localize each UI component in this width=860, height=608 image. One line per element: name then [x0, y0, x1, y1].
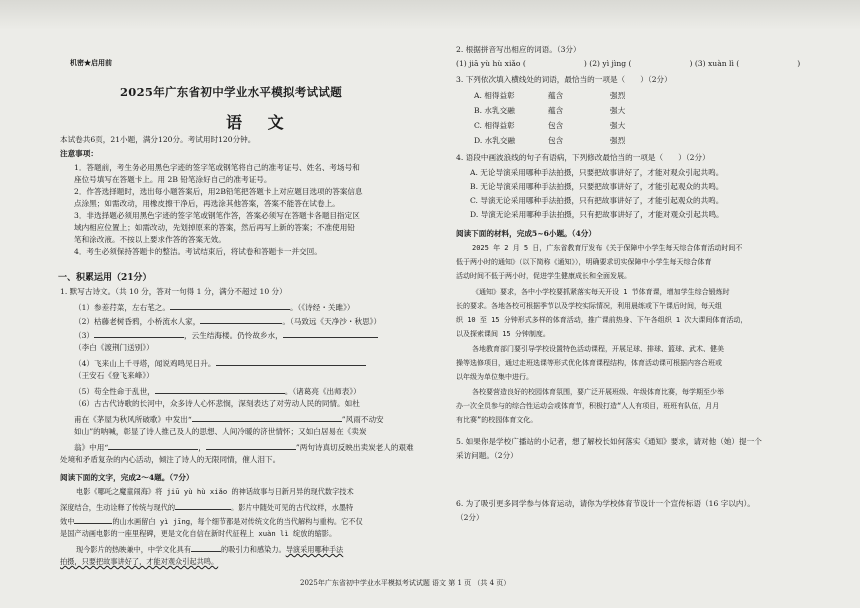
- question-5: 5. 如果你是学校广播站的小记者，想了解校长如何落实《通知》要求，请对他（她）提一个: [456, 437, 762, 446]
- reading2-label: 阅读下面的材料，完成5~6小题。（4分）: [456, 229, 596, 238]
- reading2-line: 低于两小时的通知》（以下简称《通知》），明确要求切实保障中小学生每天综合体育: [456, 258, 712, 266]
- secret-label: 机密★启用前: [70, 58, 112, 67]
- reading-text: 。影片中随处可见的古代纹样，水墨特: [231, 503, 354, 512]
- poem-source-line: （李白《渡荆门送别》）: [74, 343, 154, 352]
- question-6-score: （2分）: [456, 513, 484, 522]
- answer-blank[interactable]: [191, 542, 221, 552]
- q6-text: ”两句诗真切反映出卖炭老人的艰难: [295, 443, 414, 452]
- answer-blank[interactable]: [170, 300, 290, 310]
- poem-line-2: [74, 314, 381, 327]
- subject-title: 语 文: [226, 113, 294, 132]
- notice-label: 注意事项：: [60, 149, 98, 158]
- note-line: 笔和涂改液。不按以上要求作答的答案无效。: [74, 235, 226, 244]
- note-line: 1．答题前，考生务必用黑色字迹的签字笔或钢笔将自己的准考证号、姓名、考场号和: [74, 163, 360, 172]
- q2-item: ) (3) xuàn lì (: [689, 59, 740, 68]
- q3-option-word: 包含: [548, 121, 564, 130]
- q3-option-word: 强烈: [610, 91, 626, 100]
- reading2-line: 各地教育部门要引导学校设置特色活动课程，开展足球、排球、篮球、武术、健美: [472, 345, 724, 353]
- question-3: 3. 下列依次填入横线处的词语，最恰当的一项是（ ）（2分）: [456, 75, 672, 84]
- poem-source: 。（《诗经・关雎》）: [289, 303, 355, 312]
- reading1-line: [76, 542, 343, 555]
- answer-blank[interactable]: [155, 384, 285, 394]
- poem-line-4: [74, 356, 366, 369]
- poem-line-5: [74, 384, 361, 397]
- reading1-line: [60, 514, 363, 527]
- answer-blank[interactable]: [74, 514, 112, 524]
- answer-blank[interactable]: [283, 328, 378, 338]
- q6-text: 翁》中用“: [74, 443, 109, 452]
- question-5-score: 采访问题。（2分）: [456, 451, 518, 460]
- reading2-line: 2025 年 2 月 5 日，广东省教育厅发布《关于保障中小学生每天综合体育活动时间不: [472, 244, 743, 252]
- poem-text: ，云生结海楼。仍怜故乡水，: [184, 331, 283, 340]
- option-key: B. 水乳交融: [474, 106, 515, 115]
- q6-line: 处境和矛盾复杂的内心活动，倾注了诗人的无限同情，催人泪下。: [60, 455, 281, 464]
- poem-text: （4）飞来山上千寻塔，闻说鸡鸣见日升。: [74, 359, 216, 368]
- poem-line-1: [74, 300, 355, 313]
- reading2-line: 以及探索课间 15 分钟制度。: [456, 330, 550, 338]
- wavy-sentence: 导演采用哪种手法: [285, 545, 344, 554]
- q6-line: 翁》中用“ ， ”两句诗真切反映出卖炭老人的艰难: [74, 440, 414, 453]
- note-line: 4．考生必须保持答题卡的整洁。考试结束后，将试卷和答题卡一并交回。: [74, 247, 322, 256]
- reading-text: 现今影片的热映兼中，中学文化具有: [76, 545, 192, 554]
- note-line: 点涂黑；如需改动，用橡皮擦干净后，再选涂其他答案，答案不能答在试卷上。: [74, 199, 340, 208]
- poem-text: （5）苟全性命于乱世，: [74, 387, 155, 396]
- reading-text: 的山水画留白 yì jīng，每个细节都是对传统文化的当代解构与重构。它不仅: [112, 517, 363, 526]
- reading-text: 效中: [60, 517, 75, 526]
- q6-line: （6）古古代诗歌的长河中，众多诗人心怀悲悯，深刻表达了对劳动人民的同情。如杜: [74, 399, 360, 408]
- poem-line-3: [74, 328, 378, 341]
- q3-option-word: 包含: [548, 136, 564, 145]
- note-line: 域内相应位置上；如需改动，先划掉原来的答案，然后再写上新的答案；不准使用铅: [74, 223, 355, 232]
- q6-text: 甫在《茅屋为秋风所破歌》中发出“: [74, 415, 192, 424]
- q2-item: ) (2) yì jìng (: [583, 59, 632, 68]
- answer-blank[interactable]: [216, 356, 366, 366]
- answer-blank[interactable]: [192, 412, 342, 422]
- wavy-sentence: 拍摄，只要把故事讲好了，才能对观众引起共鸣。: [60, 557, 219, 566]
- reading2-line: 有比赛”的校园体育文化。: [456, 416, 538, 424]
- reading2-line: 织 10 至 15 分钟形式多样的体育活动，推广课前热身、下午各组织 1 次大课间体育活动，: [456, 316, 748, 324]
- reading-text: 深度结合，生动诠释了传统与现代的: [60, 503, 176, 512]
- option-key: C. 相得益彰: [474, 121, 515, 130]
- reading2-line: 长的要求。各地各校可根据季节以及学校实际情况，利用晨练或下午课后时间，每天组: [456, 302, 722, 310]
- q3-option[interactable]: [474, 105, 515, 116]
- poem-source: 。（诸葛亮《出师表》）: [284, 387, 361, 396]
- left-column: [58, 0, 440, 608]
- reading2-line: 各校要营造良好的校园体育氛围，要广泛开展班级、年级体育比赛，每学期至少举: [472, 388, 724, 396]
- q4-option[interactable]: C. 导演无论采用哪种手法拍摄，只有把故事讲好了，才能引起观众的共鸣。: [470, 196, 724, 205]
- reading1-line: 电影《哪吒之魔童闹海》将 jiū yù hù xiǎo 的神话故事与日新月异的现代数字技术: [76, 487, 354, 496]
- poem-text: （3）: [74, 331, 95, 340]
- exam-title: 2025年广东省初中学业水平模拟考试试题: [120, 85, 343, 99]
- poem-text: （1）参差荇菜，左右芼之。: [74, 303, 170, 312]
- answer-blank[interactable]: [206, 440, 296, 450]
- q6-text: ”的呐喊，彰显了诗人推己及人的思想、人间冷暖的济世情怀；又如白居易在《卖炭: [89, 427, 367, 436]
- reading2-line: 办一次全员参与的综合性运动会或体育节，积极打造“人人有项目，班班有队伍，月月: [456, 402, 720, 410]
- section1-heading: 一、积累运用（21分）: [58, 273, 152, 283]
- reading1-label: 阅读下面的文字，完成2～4题。（7分）: [60, 473, 194, 482]
- right-column: [452, 0, 824, 608]
- q6-text: 如山: [74, 427, 90, 436]
- q2-item: ): [797, 59, 801, 68]
- q2-items: [456, 58, 800, 69]
- option-key: D. 水乳交融: [474, 136, 516, 145]
- reading2-line: 《通知》要求，各中小学校要抓紧落实每天开设 1 节体育课，增加学生综合锻炼时: [472, 288, 730, 296]
- reading2-line: 活动时间不低于两小时，促进学生健康成长和全面发展。: [456, 272, 631, 280]
- question-1: 1. 默写古诗文。（共 10 分，答对一句得 1 分，满分不超过 10 分）: [60, 287, 287, 296]
- reading2-line: 以年级为单位集中进行。: [456, 373, 533, 381]
- question-6: 6. 为了吸引更多同学参与体育运动，请你为学校体育节设计一个宣传标语（16 字以内）。: [456, 499, 755, 508]
- q3-option-word: 强烈: [610, 136, 626, 145]
- q6-line: [74, 426, 366, 437]
- q6-text: ”风雨不动安: [341, 415, 384, 424]
- note-line: 3．非选择题必须用黑色字迹的签字笔或钢笔作答，答案必须写在答题卡各题目指定区: [74, 211, 360, 220]
- question-2: 2. 根据拼音写出相应的词语。（3分）: [456, 45, 581, 54]
- q3-option-word: 强大: [610, 121, 626, 130]
- option-key: A. 相得益彰: [474, 91, 515, 100]
- reading-text: 的吸引力和感染力。: [221, 545, 286, 554]
- q4-option[interactable]: B. 无论导演采用哪种手法拍摄，只要把故事讲好了，才能引起观众的共鸣。: [470, 182, 724, 191]
- reading1-line: [60, 500, 353, 513]
- note-line: 2．作答选择题时，选出每小题答案后，用2B铅笔把答题卡上对应题目选项的答案信息: [74, 187, 363, 196]
- page-footer: 2025年广东省初中学业水平模拟考试试题 语文 第 1 页 （共 4 页）: [300, 579, 511, 587]
- poem-source-line: （王安石《登飞来峰》）: [74, 371, 154, 380]
- answer-blank[interactable]: [200, 314, 282, 324]
- q3-option-word: 蕴含: [548, 106, 564, 115]
- q3-option[interactable]: [474, 90, 515, 101]
- answer-blank[interactable]: [94, 328, 184, 338]
- poem-text: （2）枯藤老树昏鸦，小桥流水人家，: [74, 317, 201, 326]
- note-line: 座位号填写在答题卡上。用 2B 铅笔涂好自己的准考证号。: [74, 175, 272, 184]
- q2-item: (1) jiā yù hù xiǎo (: [456, 59, 526, 68]
- poem-source: 。（马致远《天净沙・秋思》）: [282, 317, 382, 326]
- q3-option[interactable]: [474, 135, 515, 146]
- q4-option[interactable]: D. 导演无论采用哪种手法拍摄，只有把故事讲好了，才能对观众引起共鸣。: [470, 210, 724, 219]
- exam-info: 本试卷共6页，21小题，满分120分。考试用时120分钟。: [60, 135, 256, 144]
- q6-line: [74, 412, 384, 425]
- answer-blank[interactable]: [175, 500, 231, 510]
- q3-option-word: 强大: [610, 106, 626, 115]
- q3-option-word: 蕴含: [548, 91, 564, 100]
- q4-option[interactable]: A. 无论导演采用哪种手法拍摄，只要把故事讲好了，才能对观众引起共鸣。: [470, 168, 724, 177]
- reading2-line: 操等选修项目，通过走班选课等形式优化体育课程结构，体育活动课可根据内容合班或: [456, 359, 722, 367]
- answer-blank[interactable]: [108, 440, 198, 450]
- question-4: 4. 语段中画波浪线的句子有语病，下列修改最恰当的一项是（ ）（2分）: [456, 153, 710, 162]
- q3-option[interactable]: [474, 120, 515, 131]
- reading1-line: 是国产动画电影的一座里程碑，更是文化自信在新时代征程上 xuàn lì 绽放的缩影。: [60, 529, 337, 538]
